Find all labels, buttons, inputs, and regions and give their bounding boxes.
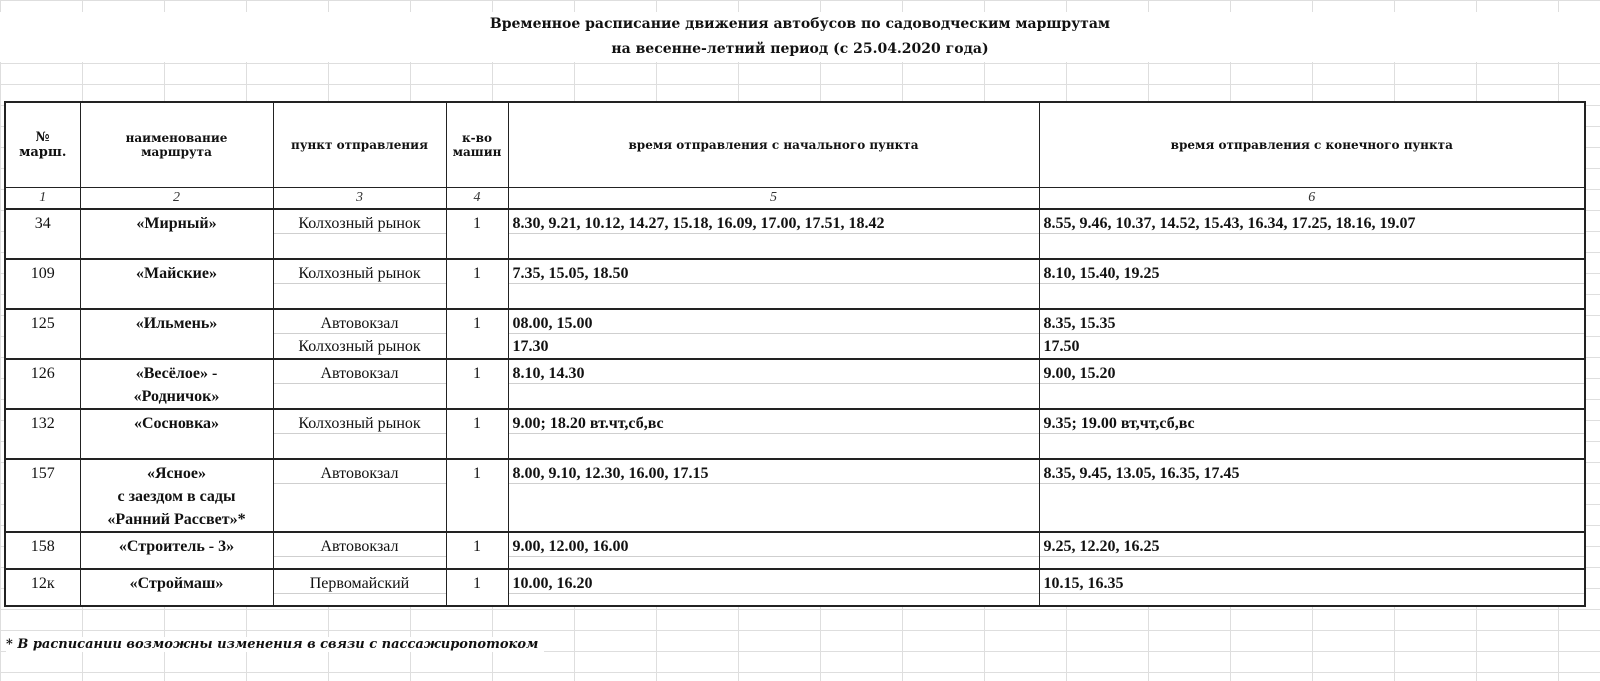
schedule-title xyxy=(0,12,1600,62)
vehicle-count-cell: 1 xyxy=(446,309,508,359)
vehicle-count-cell: 1 xyxy=(446,532,508,569)
end-times-cell xyxy=(1039,209,1585,259)
departure-point-cell xyxy=(273,409,446,459)
column-number: 1 xyxy=(5,188,80,210)
route-name-line: «Весёлое» - xyxy=(135,365,218,382)
start-times-line: 8.30, 9.21, 10.12, 14.27, 15.18, 16.09, 17.00, 17.51, 18.42 xyxy=(512,215,885,232)
route-name-cell xyxy=(80,259,273,309)
vehicle-count-cell: 1 xyxy=(446,409,508,459)
end-times-line: 9.25, 12.20, 16.25 xyxy=(1043,538,1160,555)
route-name-cell xyxy=(80,532,273,569)
start-times-cell xyxy=(508,359,1039,409)
table-row xyxy=(5,259,1585,309)
start-times-cell xyxy=(508,209,1039,259)
end-times-line: 8.35, 15.35 xyxy=(1043,315,1116,332)
column-number: 2 xyxy=(80,188,273,210)
route-number-cell: 126 xyxy=(5,359,80,409)
header-row xyxy=(5,102,1585,188)
route-name-line: «Родничок» xyxy=(133,388,220,405)
column-number: 6 xyxy=(1039,188,1585,210)
schedule-table xyxy=(4,101,1586,607)
start-times-cell xyxy=(508,569,1039,606)
departure-point-cell xyxy=(273,459,446,532)
route-number-cell: 157 xyxy=(5,459,80,532)
route-number-cell: 34 xyxy=(5,209,80,259)
table-row xyxy=(5,309,1585,359)
end-times-cell xyxy=(1039,359,1585,409)
start-times-line: 9.00; 18.20 вт.чт,сб,вс xyxy=(512,415,664,432)
end-times-line: 8.35, 9.45, 13.05, 16.35, 17.45 xyxy=(1043,465,1240,482)
column-number: 5 xyxy=(508,188,1039,210)
header-route-name: наименование маршрута xyxy=(80,102,273,188)
column-number-row xyxy=(5,188,1585,210)
departure-point-line: Первомайский xyxy=(309,575,410,592)
start-times-line: 7.35, 15.05, 18.50 xyxy=(512,265,629,282)
vehicle-count-cell: 1 xyxy=(446,259,508,309)
header-vehicle-count: к-во машин xyxy=(446,102,508,188)
route-number-cell: 109 xyxy=(5,259,80,309)
departure-point-line: Колхозный рынок xyxy=(298,265,421,282)
start-times-cell xyxy=(508,532,1039,569)
footnote: * В расписании возможны изменения в связи с пассажиропотоком xyxy=(6,637,544,652)
route-name-cell xyxy=(80,569,273,606)
start-times-line: 8.00, 9.10, 12.30, 16.00, 17.15 xyxy=(512,465,709,482)
route-number-cell: 158 xyxy=(5,532,80,569)
column-number: 3 xyxy=(273,188,446,210)
start-times-cell xyxy=(508,259,1039,309)
end-times-cell xyxy=(1039,259,1585,309)
end-times-line: 10.15, 16.35 xyxy=(1043,575,1124,592)
table-row xyxy=(5,359,1585,409)
departure-point-line: Автовокзал xyxy=(320,315,399,332)
route-name-line: «Сосновка» xyxy=(133,415,220,432)
route-name-line: «Ясное» xyxy=(147,465,206,482)
table-row xyxy=(5,569,1585,606)
route-number-cell: 12к xyxy=(5,569,80,606)
route-name-cell xyxy=(80,409,273,459)
route-name-line: «Строитель - 3» xyxy=(118,538,235,555)
departure-point-cell xyxy=(273,569,446,606)
start-times-cell xyxy=(508,409,1039,459)
vehicle-count-cell: 1 xyxy=(446,459,508,532)
vehicle-count-cell: 1 xyxy=(446,209,508,259)
departure-point-cell xyxy=(273,309,446,359)
route-name-line: «Строймаш» xyxy=(129,575,224,592)
departure-point-line: Автовокзал xyxy=(320,465,399,482)
end-times-cell xyxy=(1039,459,1585,532)
route-name-cell xyxy=(80,359,273,409)
table-row xyxy=(5,532,1585,569)
header-route-number: № марш. xyxy=(5,102,80,188)
header-end-times: время отправления с конечного пункта xyxy=(1039,102,1585,188)
vehicle-count-cell: 1 xyxy=(446,569,508,606)
end-times-line: 17.50 xyxy=(1043,338,1080,355)
table-row xyxy=(5,209,1585,259)
route-name-line: «Ильмень» xyxy=(135,315,218,332)
departure-point-line: Колхозный рынок xyxy=(298,215,421,232)
departure-point-cell xyxy=(273,532,446,569)
departure-point-line: Колхозный рынок xyxy=(298,415,421,432)
header-departure-point: пункт отправления xyxy=(273,102,446,188)
route-name-cell xyxy=(80,459,273,532)
departure-point-cell xyxy=(273,209,446,259)
route-number-cell: 132 xyxy=(5,409,80,459)
start-times-line: 9.00, 12.00, 16.00 xyxy=(512,538,629,555)
departure-point-cell xyxy=(273,259,446,309)
end-times-line: 8.55, 9.46, 10.37, 14.52, 15.43, 16.34, 17.25, 18.16, 19.07 xyxy=(1043,215,1416,232)
title-line-2: на весенне-летний период (с 25.04.2020 года) xyxy=(450,37,1150,62)
route-name-line: «Ранний Рассвет»* xyxy=(107,511,246,528)
start-times-cell xyxy=(508,459,1039,532)
departure-point-line: Колхозный рынок xyxy=(298,338,421,355)
table-row xyxy=(5,409,1585,459)
end-times-cell xyxy=(1039,309,1585,359)
end-times-cell xyxy=(1039,532,1585,569)
vehicle-count-cell: 1 xyxy=(446,359,508,409)
header-start-times: время отправления с начального пункта xyxy=(508,102,1039,188)
route-name-line: «Мирный» xyxy=(136,215,217,232)
departure-point-line: Автовокзал xyxy=(320,365,399,382)
route-name-line: «Майские» xyxy=(136,265,217,282)
route-number-cell: 125 xyxy=(5,309,80,359)
start-times-line: 17.30 xyxy=(512,338,549,355)
start-times-line: 08.00, 15.00 xyxy=(512,315,593,332)
title-line-1: Временное расписание движения автобусов по садоводческим маршрутам xyxy=(450,12,1150,37)
start-times-cell xyxy=(508,309,1039,359)
end-times-line: 9.00, 15.20 xyxy=(1043,365,1116,382)
route-name-cell xyxy=(80,309,273,359)
departure-point-line: Автовокзал xyxy=(320,538,399,555)
end-times-line: 9.35; 19.00 вт,чт,сб,вс xyxy=(1043,415,1195,432)
end-times-cell xyxy=(1039,409,1585,459)
start-times-line: 10.00, 16.20 xyxy=(512,575,593,592)
route-name-cell xyxy=(80,209,273,259)
end-times-cell xyxy=(1039,569,1585,606)
route-name-line: с заездом в сады xyxy=(117,488,236,505)
departure-point-cell xyxy=(273,359,446,409)
table-row xyxy=(5,459,1585,532)
end-times-line: 8.10, 15.40, 19.25 xyxy=(1043,265,1160,282)
column-number: 4 xyxy=(446,188,508,210)
start-times-line: 8.10, 14.30 xyxy=(512,365,585,382)
